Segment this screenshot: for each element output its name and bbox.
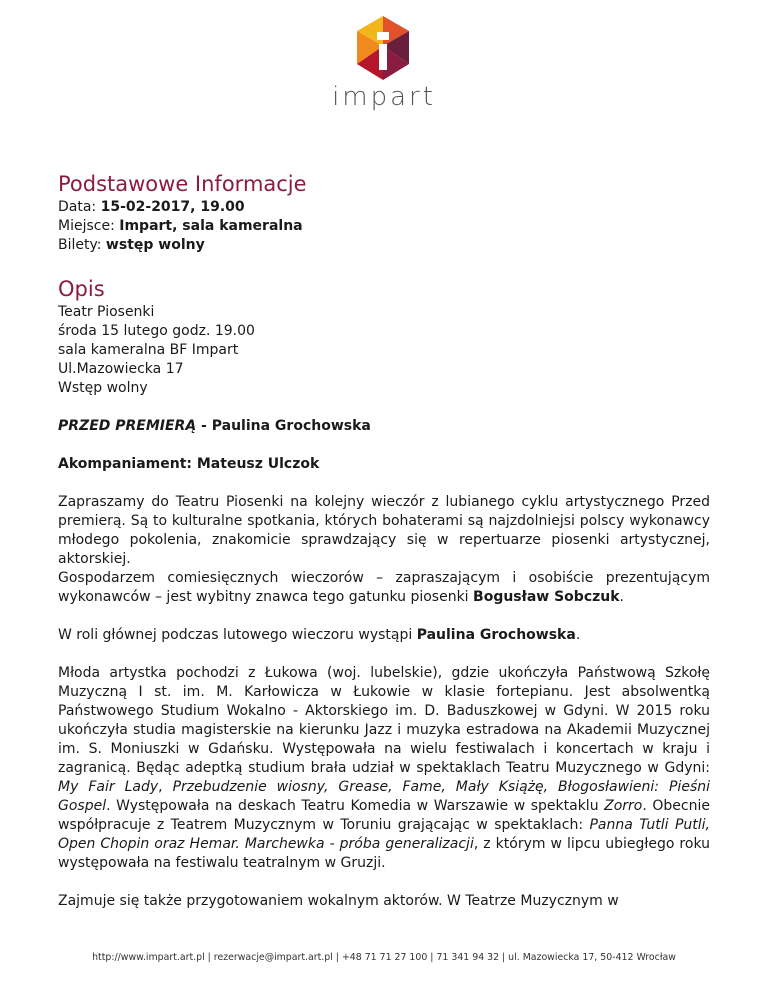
tickets-line: Bilety: wstęp wolny bbox=[58, 237, 205, 253]
paragraph-lead: W roli głównej podczas lutowego wieczoru wystąpi Paulina Grochowska. bbox=[58, 627, 581, 643]
brand-wordmark: impart bbox=[332, 82, 436, 112]
paragraph-bio: Młoda artystka pochodzi z Łukowa (woj. lubelskie), gdzie ukończyła Państwową Szkołę Muzyczną I st. im. M. Karłowicza w Łukowie w klasie fortepianu. Jest absolwentką Państwowego Studium Wokalno - Aktorskiego im. D. Baduszkowej w Gdyni. W 2015 roku ukończyła studia magisterskie na kierunku Jazz i muzyka estradowa na Akademii Muzycznej im. S. Moniuszki w Gdańsku. Występowała na wielu festiwalach i koncertach w kraju i zagranicą. Będąc adeptką studium brała udział w spektaklach Teatru Muzycznego w Gdyni: My Fair Lady, Przebudzenie wiosny, Grease, Fame, Mały Książę, Błogosławieni: Pieśni Gospel. Występowała na deskach Teatru Komedia w Warszawie w spektaklu Zorro. Obecnie współpracuje z Teatrem Muzycznym w Toruniu grającając w spektaklach: Panna Tutli Putli, Open Chopin oraz Hemar. Marchewka - próba generalizacji, z którym w lipcu ubiegłego roku występowała na festiwalu teatralnym w Gruzji. bbox=[58, 665, 710, 871]
accompaniment: Akompaniament: Mateusz Ulczok bbox=[58, 456, 320, 472]
event-title: PRZED PREMIERĄ - Paulina Grochowska bbox=[58, 418, 371, 434]
opis-line: Ul.Mazowiecka 17 bbox=[58, 361, 184, 377]
basic-info-heading: Podstawowe Informacje bbox=[58, 172, 307, 196]
impart-logo-icon bbox=[353, 14, 413, 82]
opis-line: sala kameralna BF Impart bbox=[58, 342, 239, 358]
paragraph-intro: Zapraszamy do Teatru Piosenki na kolejny wieczór z lubianego cyklu artystycznego Przed premierą. Są to kulturalne spotkania, których bohaterami są najzdolniejsi polscy wykonawcy młodego pokolenia, znakomicie sprawdzający się w repertuarze piosenki artystycznej, aktorskiej. bbox=[58, 494, 710, 567]
document-body bbox=[58, 170, 710, 911]
opis-line: Teatr Piosenki bbox=[58, 304, 155, 320]
description-heading: Opis bbox=[58, 277, 105, 301]
footer-contact: http://www.impart.art.pl | rezerwacje@impart.art.pl | +48 71 71 27 100 | 71 341 94 32 | ul. Mazowiecka 17, 50-412 Wrocław bbox=[92, 952, 676, 963]
opis-line: środa 15 lutego godz. 19.00 bbox=[58, 323, 255, 339]
paragraph-vocal: Zajmuje się także przygotowaniem wokalnym aktorów. W Teatrze Muzycznym w bbox=[58, 893, 619, 909]
paragraph-host: Gospodarzem comiesięcznych wieczorów – zapraszającym i osobiście prezentującym wykonawców – jest wybitny znawca tego gatunku piosenki Bogusław Sobczuk. bbox=[58, 570, 710, 605]
opis-line: Wstęp wolny bbox=[58, 380, 148, 396]
date-line: Data: 15-02-2017, 19.00 bbox=[58, 199, 245, 215]
place-line: Miejsce: Impart, sala kameralna bbox=[58, 218, 303, 234]
